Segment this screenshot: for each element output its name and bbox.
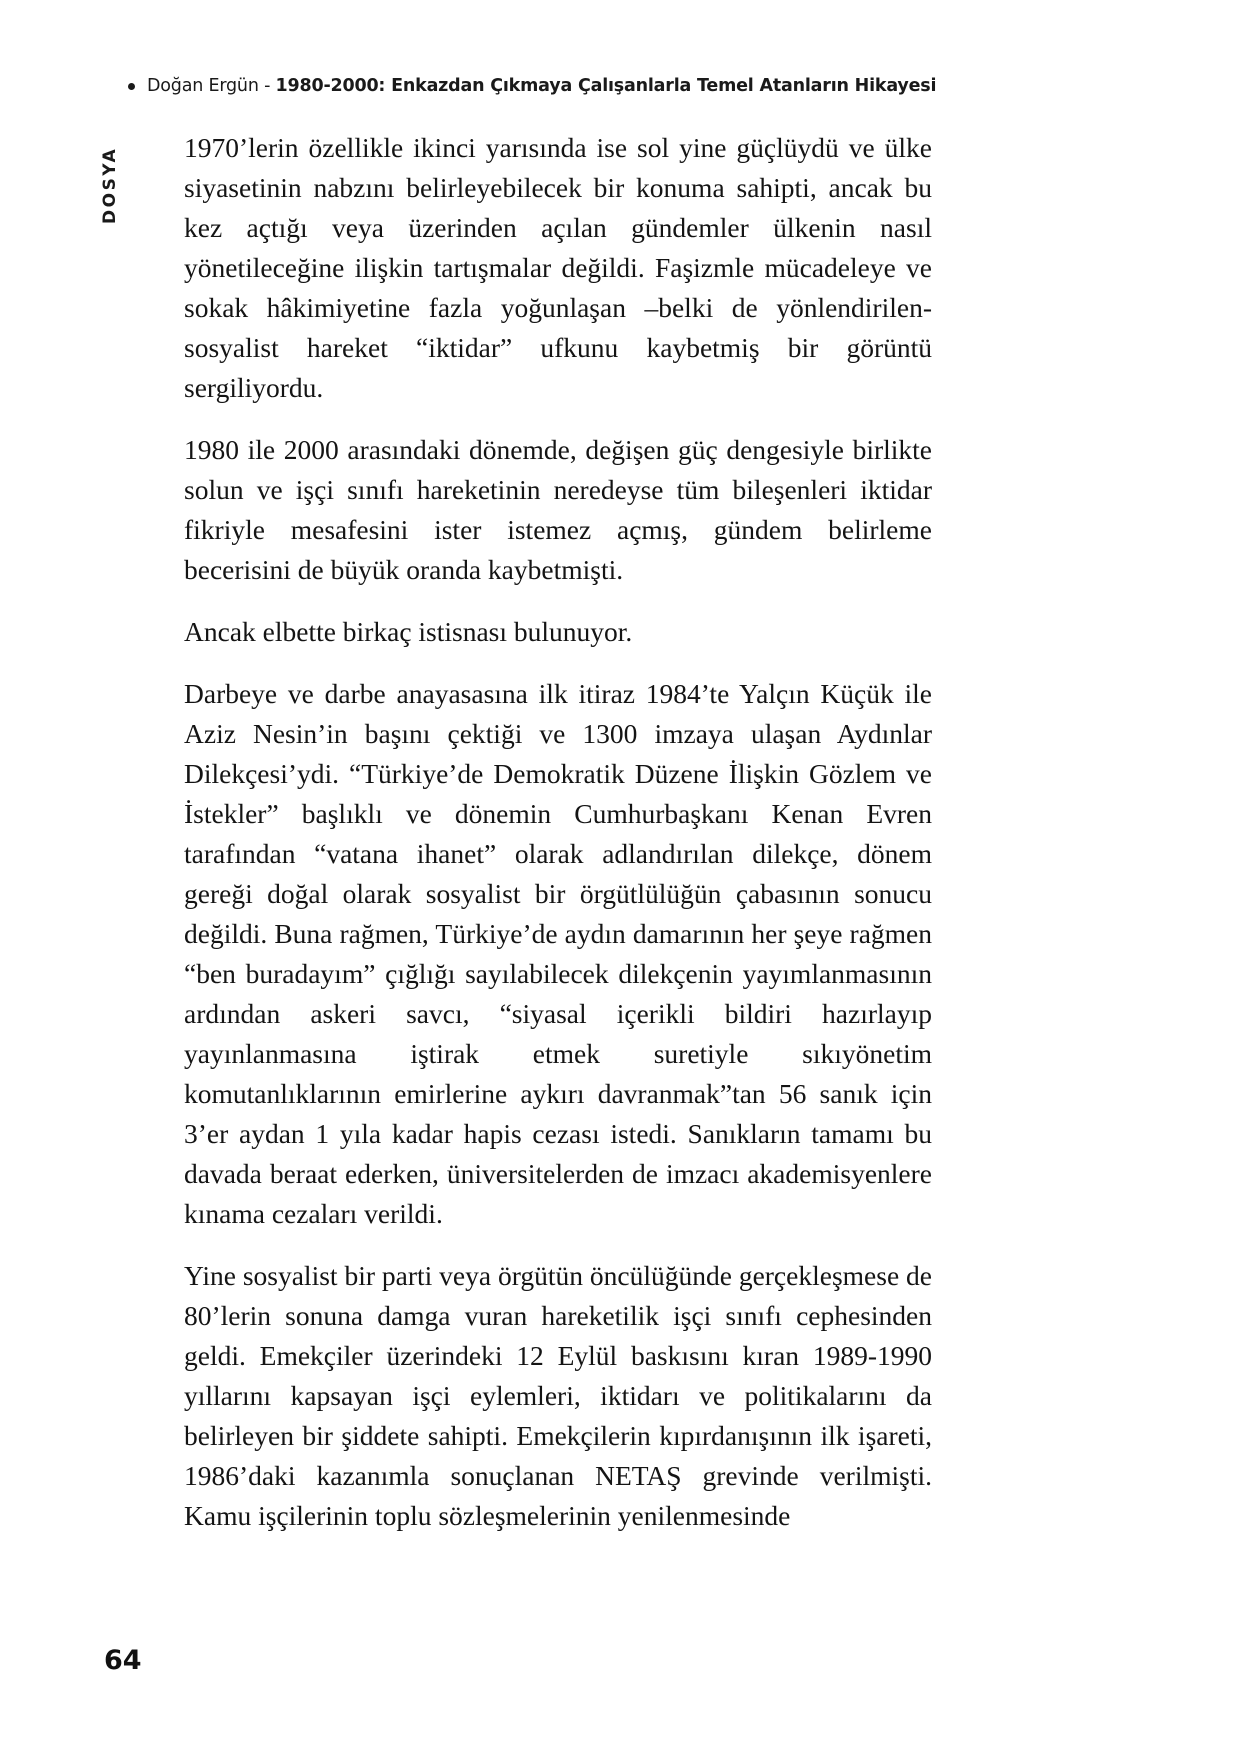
section-label [96, 112, 124, 232]
running-head-author: Doğan Ergün - [147, 76, 276, 96]
paragraph: Ancak elbette birkaç istisnası bulunuyor. [184, 616, 633, 647]
body-text [184, 128, 932, 1536]
section-label-text: DOSYA [100, 146, 120, 224]
running-head [128, 76, 936, 96]
paragraph: Yine sosyalist bir parti veya örgütün öncülüğünde gerçekleşmese de 80’lerin sonuna damga vuran hareketilik işçi sınıfı cephesinden geldi. Emekçiler üzerindeki 12 Eylül baskısını kıran 1989-1990 yıllarını kapsayan işçi eylemleri, iktidarı ve politikalarını da belirleyen bir şiddete sahipti. Emekçilerin kıpırdanışının ilk işareti, 1986’daki kazanımla sonuçlanan NETAŞ grevinde verilmişti. Kamu işçilerinin toplu sözleşmelerinin yenilenmesinde [184, 1260, 932, 1531]
running-head-title: 1980-2000: Enkazdan Çıkmaya Çalışanlarla Temel Atanların Hikayesi [275, 76, 937, 96]
paragraph: Darbeye ve darbe anayasasına ilk itiraz 1984’te Yalçın Küçük ile Aziz Nesin’in başını çektiği ve 1300 imzaya ulaşan Aydınlar Dilekçesi’ydi. “Türkiye’de Demokratik Düzene İlişkin Gözlem ve İstekler” başlıklı ve dönemin Cumhurbaşkanı Kenan Evren tarafından “vatana ihanet” olarak adlandırılan dilekçe, dönem gereği doğal olarak sosyalist bir örgütlülüğün çabasının sonucu değildi. Buna rağmen, Türkiye’de aydın damarının her şeye rağmen “ben buradayım” çığlığı sayılabilecek dilekçenin yayımlanmasının ardından askeri savcı, “siyasal içerikli bildiri hazırlayıp yayınlanmasına iştirak etmek suretiyle sıkıyönetim komutanlıklarının emirlerine aykırı davranmak”tan 56 sanık için 3’er aydan 1 yıla kadar hapis cezası istedi. Sanıkların tamamı bu davada beraat ederken, üniversitelerden de imzacı akademisyenlere kınama cezaları verildi. [184, 678, 932, 1229]
paragraph: 1970’lerin özellikle ikinci yarısında ise sol yine güçlüydü ve ülke siyasetinin nabzını belirleyebilecek bir konuma sahipti, ancak bu kez açtığı veya üzerinden açılan gündemler ülkenin nasıl yönetileceğine ilişkin tartışmalar değildi. Faşizmle mücadeleye ve sokak hâkimiyetine fazla yoğunlaşan –belki de yönlendirilen- sosyalist hareket “iktidar” ufkunu kaybetmiş bir görüntü sergiliyordu. [184, 132, 932, 403]
paragraph: 1980 ile 2000 arasındaki dönemde, değişen güç dengesiyle birlikte solun ve işçi sınıfı hareketinin neredeyse tüm bileşenleri iktidar fikriyle mesafesini ister istemez açmış, gündem belirleme becerisini de büyük oranda kaybetmişti. [184, 434, 932, 585]
running-head-text [147, 76, 936, 96]
page-number: 64 [104, 1645, 142, 1676]
bullet-icon [128, 83, 135, 90]
